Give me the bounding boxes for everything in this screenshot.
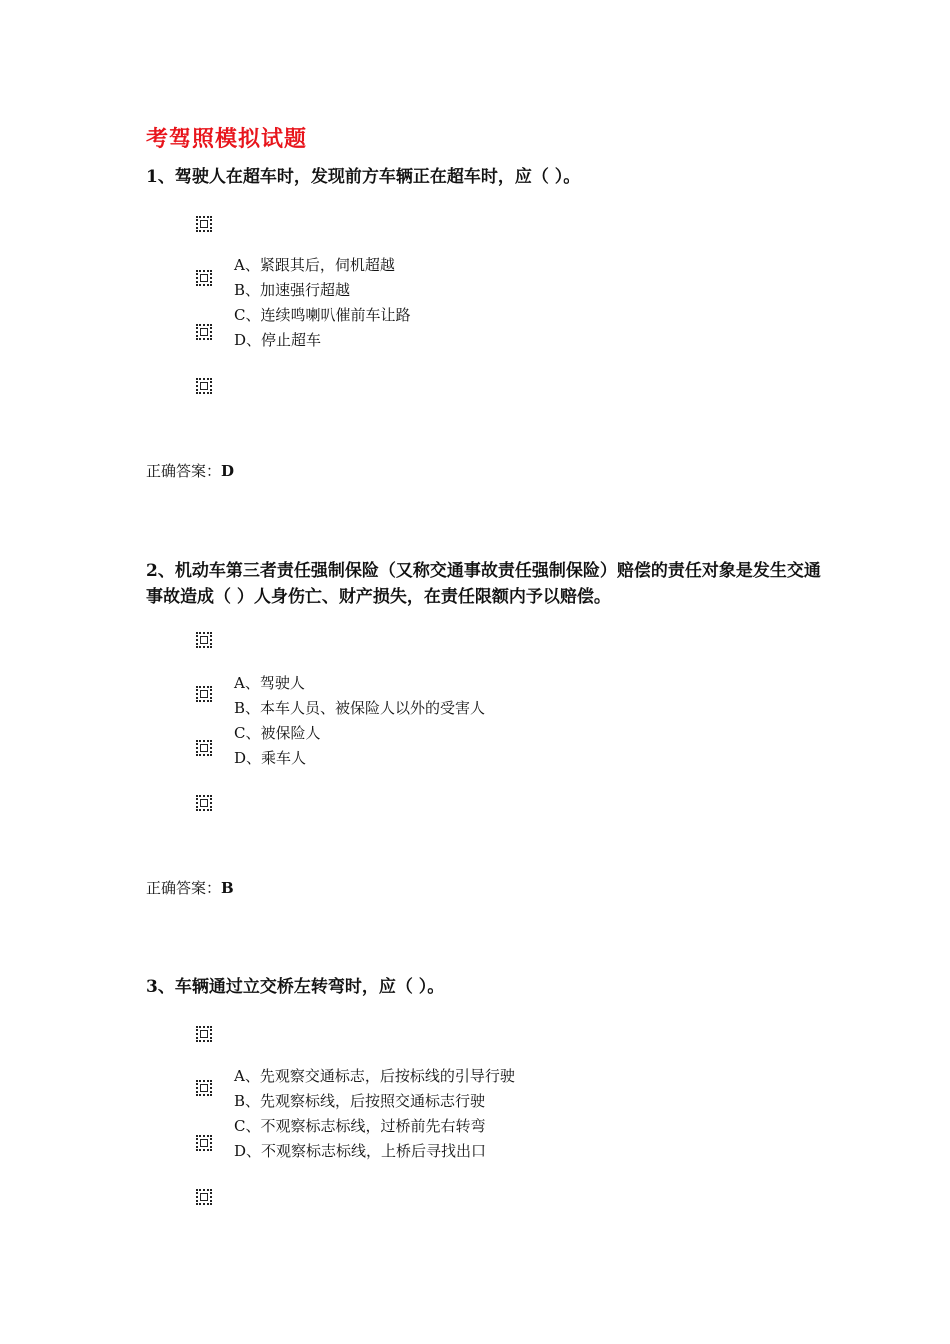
option-c: C、连续鸣喇叭催前车让路 [234, 306, 411, 324]
checkbox-option-c[interactable] [196, 740, 212, 756]
option-b: B、本车人员、被保险人以外的受害人 [234, 699, 486, 717]
option-list [234, 671, 485, 771]
answer-label: 正确答案： [146, 879, 222, 897]
correct-answer [146, 876, 234, 900]
checkbox-option-d[interactable] [196, 378, 212, 394]
option-c: C、不观察标志标线，过桥前先右转弯 [234, 1117, 486, 1135]
question-text: 1、驾驶人在超车时，发现前方车辆正在超车时，应（ ）。 [146, 167, 581, 187]
checkbox-option-b[interactable] [196, 1080, 212, 1096]
answer-label: 正确答案： [146, 462, 222, 480]
question-text: 3、车辆通过立交桥左转弯时，应（ ）。 [146, 977, 445, 997]
option-d: D、乘车人 [234, 749, 307, 767]
option-b: B、先观察标线，后按照交通标志行驶 [234, 1092, 486, 1110]
checkbox-option-a[interactable] [196, 632, 212, 648]
checkbox-option-c[interactable] [196, 1135, 212, 1151]
question-1 [146, 164, 826, 480]
checkbox-option-b[interactable] [196, 686, 212, 702]
checkbox-option-c[interactable] [196, 324, 212, 340]
question-3 [146, 974, 826, 1160]
correct-answer [146, 459, 234, 483]
checkbox-option-d[interactable] [196, 1189, 212, 1205]
option-a: A、驾驶人 [234, 674, 305, 692]
option-a: A、紧跟其后，伺机超越 [234, 256, 395, 274]
option-d: D、停止超车 [234, 331, 322, 349]
answer-value: D [221, 462, 235, 480]
option-d: D、不观察标志标线，上桥后寻找出口 [234, 1142, 487, 1160]
checkbox-option-d[interactable] [196, 795, 212, 811]
option-list [234, 253, 410, 353]
page-title: 考驾照模拟试题 [146, 126, 308, 152]
checkbox-option-b[interactable] [196, 270, 212, 286]
question-2 [146, 558, 826, 897]
option-list [234, 1064, 515, 1164]
option-c: C、被保险人 [234, 724, 321, 742]
answer-value: B [221, 879, 234, 897]
option-a: A、先观察交通标志，后按标线的引导行驶 [234, 1067, 515, 1085]
question-text: 2、机动车第三者责任强制保险（又称交通事故责任强制保险）赔偿的责任对象是发生交通事故造成（ ）人身伤亡、财产损失，在责任限额内予以赔偿。 [146, 561, 821, 607]
checkbox-option-a[interactable] [196, 1026, 212, 1042]
option-b: B、加速强行超越 [234, 281, 351, 299]
checkbox-option-a[interactable] [196, 216, 212, 232]
